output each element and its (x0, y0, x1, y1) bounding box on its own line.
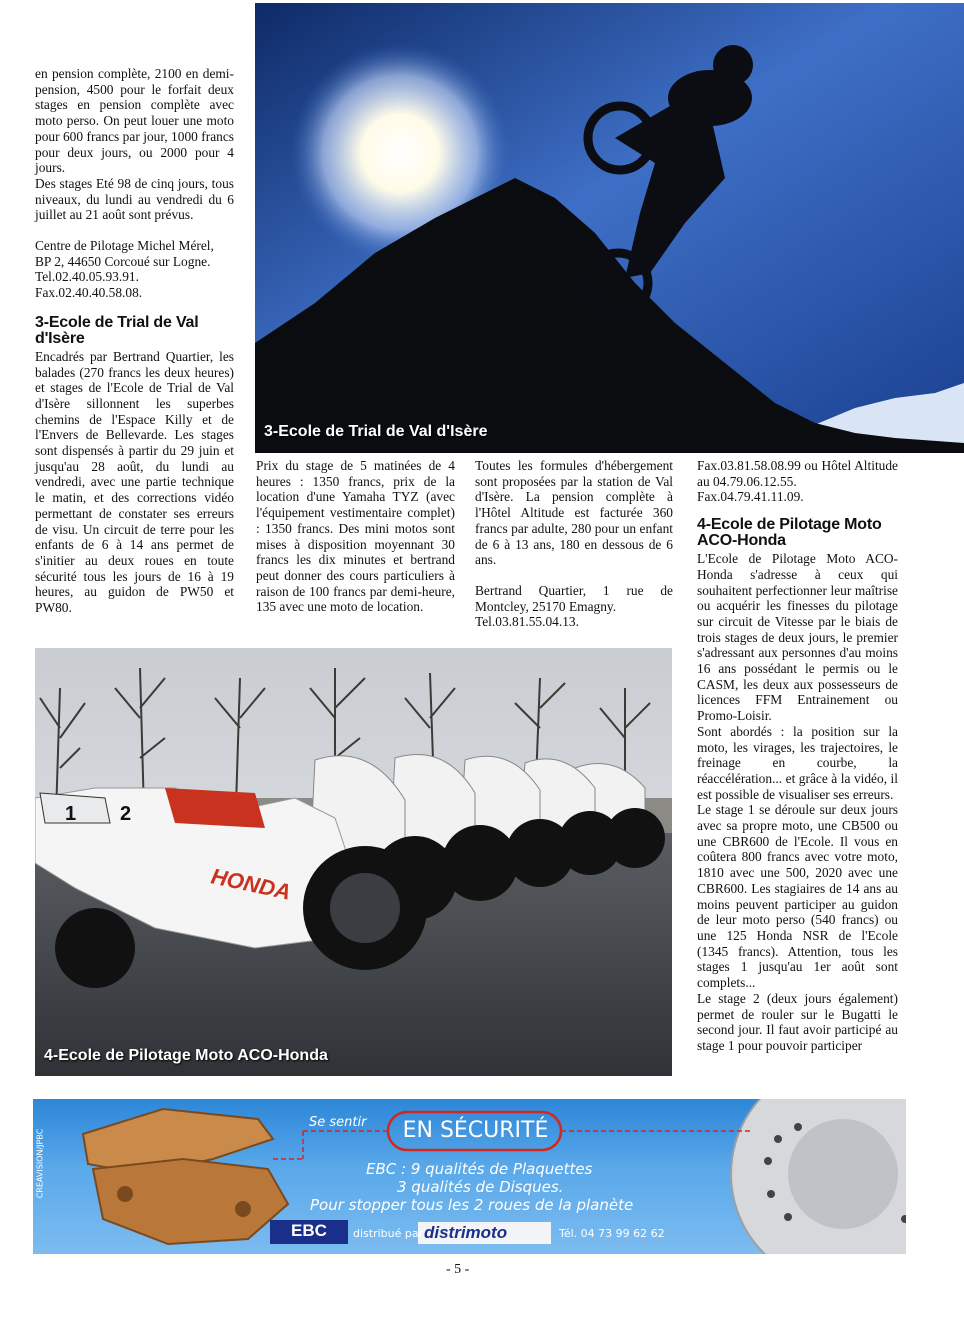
honda-scene (35, 648, 672, 1076)
honda-caption: 4-Ecole de Pilotage Moto ACO-Honda (44, 1047, 328, 1064)
section-3-title: 3-Ecole de Trial de Val d'Isère (35, 313, 199, 347)
col4-fax2: Fax.04.79.41.11.09. (697, 489, 804, 505)
trial-scene (255, 3, 964, 453)
ad-line-2: 3 qualités de Disques. (397, 1178, 564, 1196)
section-4-para2: Sont abordés : la position sur la moto, les virages, les trajectoires, le freinage en courbe, la réaccélération... et grâce à la vidéo, il est possible de visualiser ses erreurs. (697, 723, 898, 802)
col2-body: Prix du stage de 5 matinées de 4 heures : 1350 francs, prix de la location d'une Yamaha TYZ (avec l'équipement vestimentaire complet) : 1350 francs. Des mini motos sont mises à disposition moyennant 30 francs les dix minutes et bertrand peut donner des cours particuliers à raison de 100 francs par demi-heure, 135 avec une moto de location. (256, 458, 455, 615)
section-4-para3: Le stage 1 se déroule sur deux jours avec sa propre moto, une CB500 ou une CBR600 de l'Ecole. Il vous en coûtera 800 francs avec votre moto, 1810 avec une 500, 2020 avec une CBR600. Les stagiaires de 14 ans au moins peuvent participer au guidon de leur moto perso (540 francs) ou une 125 Honda NSR de l'Ecole (1345 francs). Attention, tous les stages 1 jusqu'au 1er août sont complets... (697, 802, 898, 991)
ad-distribue: distribué par (353, 1227, 424, 1240)
column-2 (256, 458, 455, 615)
column-1 (35, 66, 234, 616)
section-4-para4: Le stage 2 (deux jours également) permet de rouler sur le Bugatti le second jour. Il faut avoir participé au stage 1 pour pouvoir participer (697, 990, 898, 1053)
section-3-body: Encadrés par Bertrand Quartier, les balades (270 francs les deux heures) et stages de l'Ecole de Trial de Val d'Isère sillonnent les superbes chemins de l'Espace Killy et de l'Envers de Bellevarde. Les stages sont dispensés à partir du 29 juin et jusqu'au 28 août, du lundi au vendredi, avec une partie technique le matin, et des corrections vidéo permettant de constater ses erreurs de visu. Un circuit de terre pour les enfants de 6 à 14 ans permet de s'initier au deux roues en toute sécurité tous les jours de 16 à 19 heures, au guidon de PW50 et PW80. (35, 348, 234, 616)
ad-se-sentir: Se sentir (309, 1115, 367, 1130)
brake-disc-image (731, 1099, 906, 1254)
col1-contact-addr: BP 2, 44650 Corcoué sur Logne. (35, 253, 211, 269)
bike-number-2: 2 (120, 803, 132, 825)
ad-tel: Tél. 04 73 99 62 62 (559, 1227, 665, 1240)
bike-number-1: 1 (65, 803, 77, 825)
col1-intro: en pension complète, 2100 en demi-pension, 4500 pour le forfait deux stages en pension complète avec moto perso. On peut louer une moto pour 600 francs par jour, 1000 francs pour deux jours, ou 2000 pour 4 jours. (35, 66, 234, 176)
col4-fax: Fax.03.81.58.08.99 ou Hôtel Altitude au 04.79.06.12.55. (697, 458, 898, 489)
col3-contact: Bertrand Quartier, 1 rue de Montcley, 25170 Emagny. (475, 582, 673, 614)
column-3 (475, 458, 673, 630)
photo-honda (35, 648, 672, 1076)
col3-tel: Tel.03.81.55.04.13. (475, 614, 579, 630)
ad-credit: CREAVISION/JPBC (35, 1128, 45, 1199)
column-4 (697, 458, 898, 1054)
ad-en-securite: EN SÉCURITÉ (402, 1118, 549, 1143)
brake-pads-image (83, 1109, 288, 1244)
col1-contact-name: Centre de Pilotage Michel Mérel, (35, 238, 214, 254)
section-4-title: 4-Ecole de Pilotage Moto ACO-Honda (697, 516, 882, 550)
trial-caption: 3-Ecole de Trial de Val d'Isère (264, 423, 488, 440)
col3-body: Toutes les formules d'hébergement sont proposées par la station de Val d'Isère. La pension complète à l'Hôtel Altitude est facturée 360 francs par adulte, 280 pour un enfant de 6 à 13 ans, 180 en dessous de 6 ans. (475, 458, 673, 568)
ad-line-1: EBC : 9 qualités de Plaquettes (366, 1160, 593, 1178)
col1-contact-fax: Fax.02.40.40.58.08. (35, 285, 143, 301)
page-number: - 5 - (446, 1262, 470, 1277)
distrimoto-logo: distrimoto (424, 1223, 508, 1242)
photo-trial (255, 3, 964, 453)
ebc-advertisement (33, 1099, 906, 1254)
col1-stages-ete: Des stages Eté 98 de cinq jours, tous niveaux, du lundi au vendredi du 6 juillet au 21 août sont prévus. (35, 175, 234, 223)
section-4-para1: L'Ecole de Pilotage Moto ACO-Honda s'adresse à ceux qui souhaitent perfectionner leur maîtrise ou acquérir les finesses du pilotage sur circuit de Vitesse par le biais de trois stages de deux jours, le premier s'adressant aux personnes d'au moins 16 ans possédant le permis ou le CASM, les deux aux possesseurs de licences FFM Entrainement ou Promo-Loisir. (697, 551, 898, 724)
honda-brand: HONDA (208, 863, 294, 905)
ad-line-3: Pour stopper tous les 2 roues de la planète (310, 1196, 634, 1214)
col1-contact-tel: Tel.02.40.05.93.91. (35, 269, 139, 285)
ebc-logo: EBC (291, 1221, 327, 1240)
